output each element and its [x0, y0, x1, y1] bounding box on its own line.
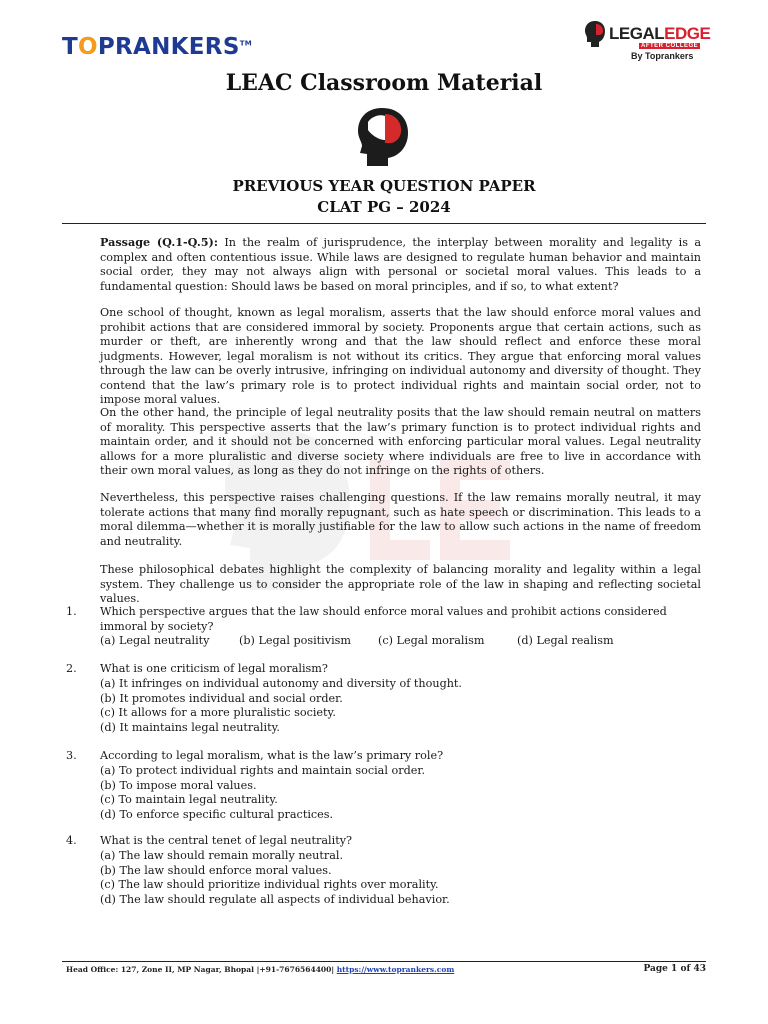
option-c: (c) Legal moralism: [378, 634, 485, 647]
question-number: 3.: [66, 749, 77, 762]
question-options: [100, 634, 660, 649]
question-number: 2.: [66, 662, 77, 675]
head-logo-icon: [354, 106, 414, 170]
question-stem: Which perspective argues that the law should enforce moral values and prohibit actions considered immoral by society?: [100, 605, 667, 633]
question-stem: What is the central tenet of legal neutrality?: [100, 834, 353, 847]
passage-paragraph-1: [100, 235, 701, 294]
question-options: [100, 849, 450, 907]
footer-office-info: [66, 965, 454, 974]
page-title: LEAC Classroom Material: [225, 70, 543, 96]
passage-paragraph-3: [100, 406, 701, 479]
question-number: 1.: [66, 605, 77, 618]
question-options: [100, 764, 425, 822]
question-number: 4.: [66, 834, 77, 847]
option-d: (d) The law should regulate all aspects of individual behavior.: [100, 892, 450, 906]
header-divider: [62, 223, 706, 224]
logo-text-o: O: [78, 34, 98, 60]
option-a: (a) It infringes on individual autonomy and diversity of thought.: [100, 677, 462, 690]
option-b: (b) It promotes individual and social order.: [100, 691, 343, 705]
option-a: (a) Legal neutrality: [100, 634, 210, 647]
passage-p2-text: One school of thought, known as legal moralism, asserts that the law should enforce moral values and prohibit actions that are considered immoral by society. Proponents argue that certain actions, such as murder or theft, are inherently wrong and that the law should reflect and enforce these moral judgments. However, legal moralism is not without its critics. They argue that enforcing moral values through the law can be overly intrusive, infringing on individual autonomy and diversity of thought. They contend that the law’s primary role is to protect individual rights and maintain social order, not to impose moral values.: [100, 306, 701, 406]
logo-text-prankers: PRANKERS: [97, 34, 240, 60]
passage-paragraph-2: [100, 306, 701, 408]
option-b: (b) To impose moral values.: [100, 778, 257, 792]
logo-trademark: TM: [239, 39, 253, 48]
legaledge-logo: [584, 18, 714, 62]
footer-address: Head Office: 127, Zone II, MP Nagar, Bhopal |+91-7676564400|: [66, 965, 337, 974]
option-b: (b) Legal positivism: [239, 634, 352, 647]
option-c: (c) To maintain legal neutrality.: [100, 793, 278, 806]
passage-p5-text: These philosophical debates highlight the complexity of balancing morality and legality within a legal system. They challenge us to consider the appropriate role of the law in shaping and reflecting societal values.: [100, 563, 701, 605]
option-d: (d) To enforce specific cultural practices.: [100, 807, 334, 821]
passage-lead: Passage (Q.1-Q.5):: [100, 235, 218, 249]
page-number: Page 1 of 43: [643, 964, 706, 974]
question-stem: What is one criticism of legal moralism?: [100, 662, 328, 675]
option-b: (b) The law should enforce moral values.: [100, 863, 332, 877]
head-silhouette-icon: [584, 20, 606, 48]
question-options: [100, 677, 462, 735]
legaledge-by-line: By Toprankers: [631, 51, 694, 61]
logo-text-t: T: [62, 34, 78, 60]
option-c: (c) The law should prioritize individual rights over morality.: [100, 878, 439, 891]
passage-p3-text: On the other hand, the principle of legal neutrality posits that the law should remain neutral on matters of morality. This perspective asserts that the law’s primary function is to protect individual rights and maintain order, and it should not be concerned with enforcing particular moral values. Legal neutrality allows for a more pluralistic and diverse society where individuals are free to live in accordance with their own moral values, as long as they do not infringe on the rights of others.: [100, 406, 701, 477]
option-d: (d) It maintains legal neutrality.: [100, 720, 280, 734]
passage-paragraph-4: [100, 491, 701, 549]
option-d: (d) Legal realism: [517, 634, 614, 647]
subtitle-line-1: PREVIOUS YEAR QUESTION PAPER: [232, 177, 536, 195]
passage-paragraph-5: [100, 563, 701, 607]
page-header: [0, 0, 768, 70]
legaledge-tagline: AFTER COLLEGE: [641, 43, 699, 49]
passage-p1-text: In the realm of jurisprudence, the interplay between morality and legality is a complex and often contentious issue. While laws are designed to regulate human behavior and maintain social order, they may not always align with personal or societal moral values. This leads to a fundamental question: Should laws be based on moral principles, and if so, to what extent?: [100, 236, 702, 293]
toprankers-logo: [62, 34, 252, 60]
footer-website-link[interactable]: https://www.toprankers.com: [336, 965, 455, 974]
option-a: (a) To protect individual rights and maintain social order.: [100, 764, 426, 777]
question-stem: According to legal moralism, what is the law’s primary role?: [100, 749, 444, 762]
passage-p4-text: Nevertheless, this perspective raises challenging questions. If the law remains morally neutral, it may tolerate actions that many find morally repugnant, such as hate speech or discrimination. This leads to a moral dilemma—whether it is morally justifiable for the law to allow such actions in the name of freedom and neutrality.: [100, 491, 701, 548]
option-c: (c) It allows for a more pluralistic society.: [100, 706, 336, 719]
option-a: (a) The law should remain morally neutral.: [100, 849, 344, 862]
footer-divider: [62, 961, 706, 962]
subtitle-line-2: CLAT PG – 2024: [317, 198, 451, 216]
legaledge-wordmark: LEGALEDGE: [609, 24, 711, 43]
